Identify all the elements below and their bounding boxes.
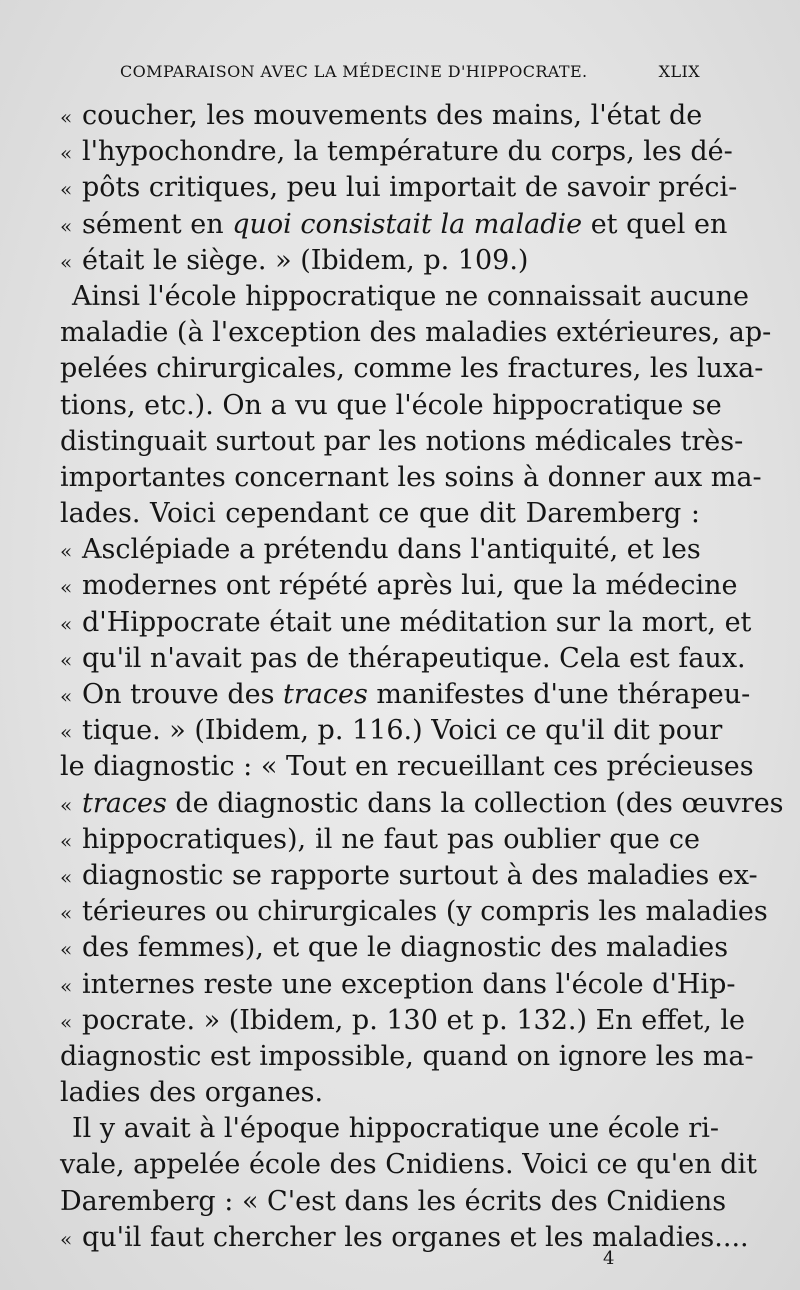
text-line [60,424,744,460]
quote-mark: « [60,1226,73,1251]
line-text: internes reste une exception dans l'école d'Hip- [82,968,736,1000]
text-line [60,894,768,930]
text-line [60,822,700,858]
text-line [60,98,703,134]
text-line [60,207,728,243]
line-text: diagnostic est impossible, quand on ignore les ma- [60,1040,754,1072]
text-line [60,388,722,424]
quote-mark: « [60,901,73,926]
line-text: Ainsi l'école hippocratique ne connaissait aucune [72,280,749,312]
line-text: le diagnostic : « Tout en recueillant ces précieuses [60,751,754,783]
signature-mark: 4 [603,1248,615,1269]
text-line [60,605,752,641]
quote-mark: « [60,539,73,564]
italic-text: traces [283,679,368,710]
text-line [60,1111,719,1147]
line-text: Daremberg : « C'est dans les écrits des Cnidiens [60,1185,727,1217]
line-text: des femmes), et que le diagnostic des maladies [82,932,729,964]
quote-mark: « [60,792,73,817]
text-line [60,134,733,170]
running-header [120,62,700,88]
body-text [60,98,784,1256]
text-line [60,786,784,822]
quote-mark: « [60,611,73,636]
text-line [60,460,762,496]
line-text: Asclépiade a prétendu dans l'antiquité, et les [82,534,701,566]
line-text: distinguait surtout par les notions médicales très- [60,425,744,457]
text-line [60,351,764,387]
text-line [60,496,700,532]
quote-mark: « [60,937,73,962]
line-text: sément en [82,208,233,240]
line-text: ladies des organes. [60,1077,324,1109]
line-text: On trouve des [82,679,284,710]
text-line [60,279,749,315]
text-line [60,641,746,677]
line-text: d'Hippocrate était une méditation sur la mort, et [82,606,752,638]
line-text: térieures ou chirurgicales (y compris les maladies [82,896,768,928]
text-line [60,713,723,749]
italic-text: traces [82,787,167,819]
line-text: importantes concernant les soins à donner aux ma- [60,461,762,493]
quote-mark: « [60,647,73,672]
quote-mark: « [60,828,73,853]
quote-mark: « [60,177,73,202]
text-line [60,967,736,1003]
text-line [60,1003,746,1039]
line-text: coucher, les mouvements des mains, l'état de [82,100,703,131]
text-line [60,1075,700,1111]
text-line [60,568,738,604]
quote-mark: « [60,141,73,166]
line-text: hippocratiques), il ne faut pas oublier que ce [82,823,700,855]
line-text: manifestes d'une thérapeu- [367,679,751,710]
text-line [60,532,700,568]
line-text: était le siège. » (Ibidem, p. 109.) [82,244,529,276]
text-line [60,858,758,894]
line-text: pocrate. » (Ibidem, p. 130 et p. 132.) En effet, le [82,1004,746,1036]
quote-mark: « [60,684,73,708]
line-text: lades. Voici cependant ce que dit Daremberg : [60,498,700,530]
text-line [60,1147,757,1183]
quote-mark: « [60,1009,73,1034]
line-text: vale, appelée école des Cnidiens. Voici ce qu'en dit [60,1149,757,1181]
quote-mark: « [60,720,73,745]
running-head-title: COMPARAISON AVEC LA MÉDECINE D'HIPPOCRATE. [120,62,588,81]
text-line [60,1184,727,1220]
text-line [60,1039,754,1075]
page-number: XLIX [658,62,700,81]
text-line [60,170,738,206]
line-text: qu'il n'avait pas de thérapeutique. Cela est faux. [82,642,746,674]
line-text: tions, etc.). On a vu que l'école hippocratique se [60,389,722,421]
line-text: de diagnostic dans la collection (des œuvres [166,787,784,819]
line-text: Il y avait à l'époque hippocratique une école ri- [72,1113,719,1145]
line-text: pelées chirurgicales, comme les fractures, les luxa- [60,353,764,385]
line-text: et quel en [582,208,728,240]
text-line [60,677,751,713]
quote-mark: « [60,213,73,238]
line-text: pôts critiques, peu lui importait de savoir préci- [82,172,738,204]
quote-mark: « [60,249,73,274]
text-line [60,930,729,966]
text-line [60,243,700,279]
quote-mark: « [60,864,73,889]
quote-mark: « [60,575,73,600]
line-text: qu'il faut chercher les organes et les maladies.... [82,1221,749,1253]
text-line [60,749,754,785]
quote-mark: « [60,105,73,129]
text-line [60,315,772,351]
quote-mark: « [60,973,73,998]
line-text: maladie (à l'exception des maladies extérieures, ap- [60,317,772,349]
line-text: diagnostic se rapporte surtout à des maladies ex- [82,859,758,891]
line-text: modernes ont répété après lui, que la médecine [82,570,738,602]
italic-text: quoi consistait la maladie [232,208,583,240]
line-text: l'hypochondre, la température du corps, les dé- [82,136,733,168]
line-text: tique. » (Ibidem, p. 116.) Voici ce qu'il dit pour [82,715,723,747]
